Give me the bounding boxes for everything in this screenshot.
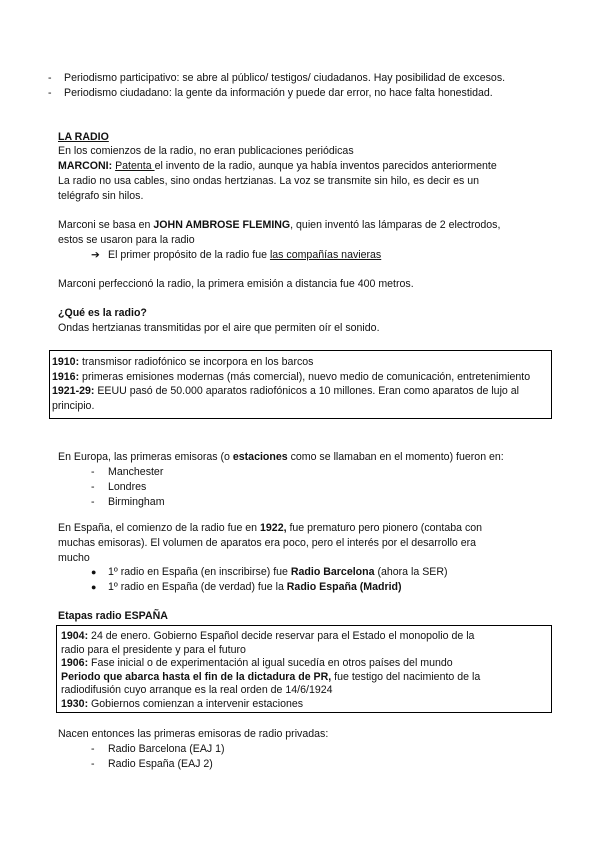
timeline-box-2 (56, 625, 552, 713)
list-item-text: Periodismo participativo: se abre al público/ testigos/ ciudadanos. Hay posibilidad de excesos. (64, 72, 506, 84)
dash-marker: - (91, 758, 95, 770)
timeline-row: radio para el presidente y para el futuro (61, 643, 246, 656)
arrow-list-item: ➔ El primer propósito de la radio fue las compañías navieras (91, 249, 382, 261)
timeline-row: 1916: primeras emisiones modernas (más comercial), nuevo medio de comunicación, entretenimiento (52, 370, 531, 383)
subheading: Etapas radio ESPAÑA (58, 610, 168, 622)
list-item: - Radio España (EAJ 2) (91, 758, 213, 770)
bullet-icon: ● (91, 567, 97, 577)
list-item: - Radio Barcelona (EAJ 1) (91, 743, 225, 755)
paragraph-line: muchas emisoras). El volumen de aparatos era poco, pero el interés por el desarrollo era (58, 537, 477, 549)
dash-marker: - (91, 743, 95, 755)
paragraph-line: En los comienzos de la radio, no eran publicaciones periódicas (58, 145, 354, 157)
paragraph-line: Nacen entonces las primeras emisoras de radio privadas: (58, 728, 329, 740)
fleming-name: JOHN AMBROSE FLEMING (153, 219, 291, 231)
bullet-item: ● 1º radio en España (en inscribirse) fue Radio Barcelona (ahora la SER) (91, 566, 448, 578)
dash-marker: - (91, 466, 95, 478)
patenta-text: Patenta (115, 160, 155, 172)
paragraph-line: MARCONI: Patenta el invento de la radio, aunque ya había inventos parecidos anteriormente (58, 160, 497, 172)
bullet-icon: ● (91, 582, 97, 592)
paragraph-line: telégrafo sin hilos. (58, 190, 144, 202)
paragraph-line: Marconi perfeccionó la radio, la primera emisión a distancia fue 400 metros. (58, 278, 414, 290)
timeline-row: 1910: transmisor radiofónico se incorpora en los barcos (52, 356, 314, 368)
dash-marker: - (91, 481, 95, 493)
arrow-icon: ➔ (91, 249, 100, 261)
dash-marker: - (48, 87, 52, 99)
list-item-text: Periodismo ciudadano: la gente da información y puede dar error, no hace falta honestidad. (64, 87, 493, 99)
dash-marker: - (48, 72, 52, 84)
marconi-label: MARCONI: (58, 160, 113, 172)
paragraph-line: En España, el comienzo de la radio fue en 1922, fue prematuro pero pionero (contaba con (58, 522, 483, 534)
paragraph-line: En Europa, las primeras emisoras (o estaciones como se llamaban en el momento) fueron en: (58, 451, 504, 463)
navieras-text: las compañías navieras (269, 249, 382, 261)
timeline-row: 1904: 24 de enero. Gobierno Español decide reservar para el Estado el monopolio de la (61, 630, 475, 642)
paragraph-line: Marconi se basa en JOHN AMBROSE FLEMING, quien inventó las lámparas de 2 electrodos, (58, 219, 501, 231)
timeline-row: Periodo que abarca hasta el fin de la dictadura de PR, fue testigo del nacimiento de la (61, 670, 481, 683)
timeline-row: 1930: Gobiernos comienzan a intervenir estaciones (61, 697, 304, 710)
bullet-item: ● 1º radio en España (de verdad) fue la Radio España (Madrid) (91, 581, 402, 593)
section-heading: LA RADIO (58, 131, 109, 143)
paragraph-line: Ondas hertzianas transmitidas por el aire que permiten oír el sonido. (58, 322, 380, 334)
list-item: - Londres (91, 481, 147, 493)
timeline-row: 1921-29: EEUU pasó de 50.000 aparatos radiofónicos a 10 millones. Eran como aparatos de lujo al (52, 385, 519, 397)
paragraph-line: estos se usaron para la radio (58, 234, 195, 246)
timeline-row: radiodifusión cuyo arranque es la real orden de 14/6/1924 (61, 684, 333, 696)
timeline-box-1 (49, 350, 552, 419)
subheading: ¿Qué es la radio? (58, 307, 147, 319)
dash-marker: - (91, 496, 95, 508)
paragraph-line: La radio no usa cables, sino ondas hertzianas. La voz se transmite sin hilo, es decir es un (58, 175, 480, 187)
list-item: - Manchester (91, 466, 164, 478)
timeline-row: 1906: Fase inicial o de experimentación al igual sucedía en otros países del mundo (61, 657, 453, 669)
paragraph-line: mucho (58, 552, 90, 564)
list-item: - Birmingham (91, 496, 165, 508)
timeline-row: principio. (52, 399, 95, 412)
